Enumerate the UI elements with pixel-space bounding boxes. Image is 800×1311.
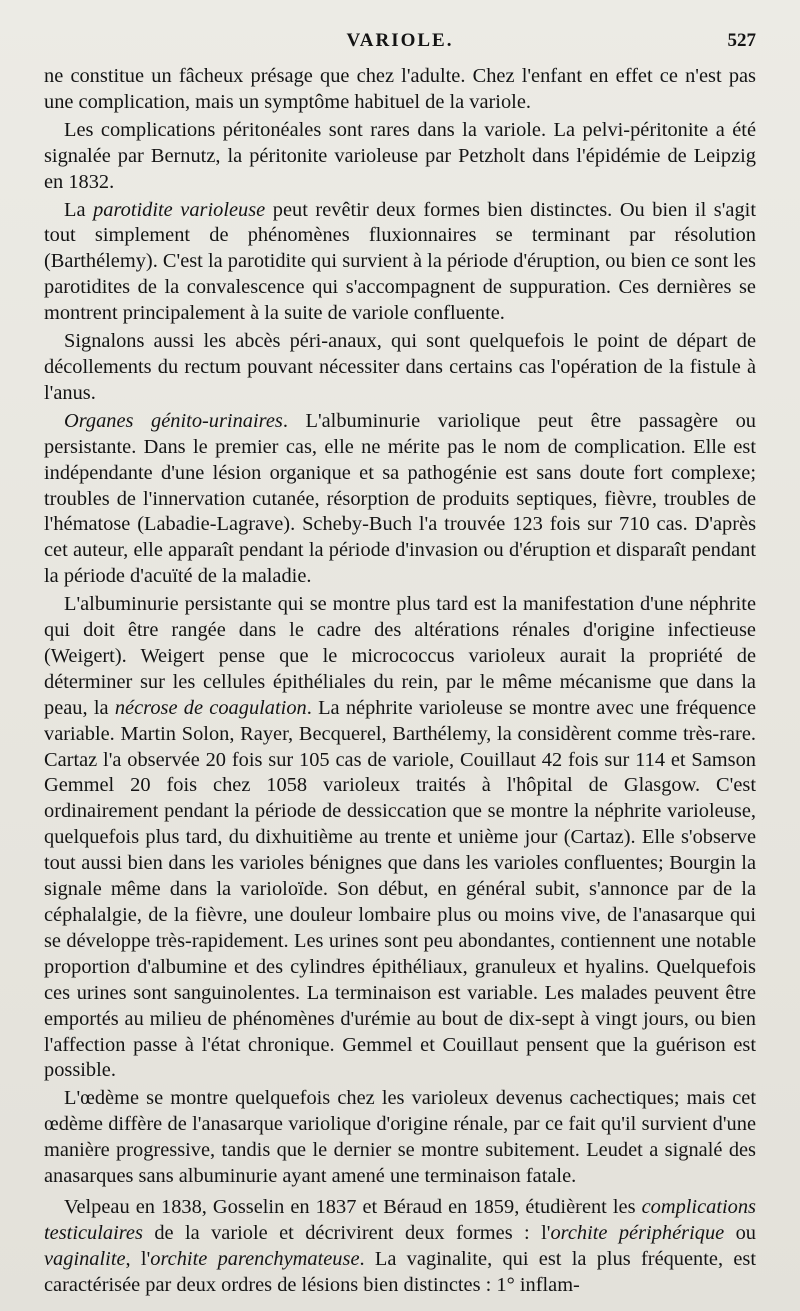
body-text bbox=[44, 64, 756, 1299]
italic-term: parotidite varioleuse bbox=[93, 198, 266, 221]
paragraph bbox=[44, 64, 756, 116]
section-heading: Organes génito-urinaires bbox=[64, 409, 283, 432]
text-run: Les complications péritonéales sont rares dans la variole. La pelvi-péritonite a été signalée par Bernutz, la péritonite varioleuse par Petzholt dans l'épidémie de Leipzig en 1832. bbox=[44, 118, 756, 193]
text-run: ou bbox=[724, 1221, 756, 1244]
text-run: La bbox=[64, 198, 94, 221]
paragraph bbox=[44, 1086, 756, 1190]
running-title: VARIOLE. bbox=[346, 30, 454, 51]
text-run: L'albuminurie persistante qui se montre plus tard est la manifestation d'une néphrite qui doit être rangée dans le cadre des altérations rénales d'origine infectieuse (Weigert). Weigert pense que le micrococcus varioleux aurait la propriété de déterminer sur les cellules épithéliales du rein, par le même mécanisme que dans la peau, la bbox=[44, 593, 756, 719]
text-run: Velpeau en 1838, Gosselin en 1837 et Béraud en 1859, étudièrent les bbox=[64, 1195, 642, 1218]
paragraph bbox=[44, 1195, 756, 1299]
text-run: L'œdème se montre quelquefois chez les varioleux devenus cachectiques; mais cet œdème diffère de l'anasarque variolique d'origine rénale, par ce fait qu'il survient d'une manière progressive, tandis que le dernier se montre subitement. Leudet a signalé des anasarques sans albuminurie ayant amené une terminaison fatale. bbox=[44, 1087, 756, 1188]
text-run: , l' bbox=[125, 1247, 151, 1270]
text-run: de la variole et décrivirent deux formes : l' bbox=[142, 1221, 551, 1244]
text-run: . La vaginalite, qui est la plus fréquente, est caractérisée par deux ordres de lésions bien distinctes : 1° inflam- bbox=[44, 1247, 756, 1296]
page-number: 527 bbox=[727, 30, 756, 51]
paragraph bbox=[44, 409, 756, 590]
italic-term: nécrose de coagulation bbox=[114, 696, 307, 719]
text-run: . La néphrite varioleuse se montre avec une fréquence variable. Martin Solon, Rayer, Becquerel, Barthélemy, la considèrent comme très-rare. Cartaz l'a observée 20 fois sur 105 cas de variole, Couillaut 42 fois sur 114 et Samson Gemmel 20 fois chez 1058 varioleux traités à l'hôpital de Glasgow. C'est ordinairement pendant la période de dessiccation que se montre la néphrite varioleuse, quelquefois plus tard, du dixhuitième au trente et unième jour (Cartaz). Elle s'observe tout aussi bien dans les varioles bénignes que dans les varioles confluentes; Bourgin la signale même dans la varioloïde. Son début, en général subit, s'annonce par de la céphalalgie, de la fièvre, une douleur lombaire plus ou moins vive, de l'anasarque qui se développe très-rapidement. Les urines sont peu abondantes, contiennent une notable proportion d'albumine et des cylindres épithéliaux, granuleux et hyalins. Quelquefois ces urines sont sanguinolentes. La terminaison est variable. Les malades peuvent être emportés au milieu de phénomènes d'urémie au bout de dix-sept à vingt jours, ou bien l'affection passe à l'état chronique. Gemmel et Couillaut pensent que la guérison est possible. bbox=[44, 696, 756, 1082]
text-run: Signalons aussi les abcès péri-anaux, qui sont quelquefois le point de départ de décollements du rectum pouvant nécessiter dans certains cas l'opération de la fistule à l'anus. bbox=[44, 330, 756, 404]
paragraph bbox=[44, 198, 756, 328]
paragraph bbox=[44, 592, 756, 1084]
page-header bbox=[44, 30, 756, 56]
text-run: peut revêtir deux formes bien distinctes. Ou bien il s'agit tout simplement de phénomènes fluxionnaires se terminant par résolution (Barthélemy). C'est la parotidite qui survient à la période d'éruption, ou bien ce sont les parotidites de la convalescence qui s'accompagnent de suppuration. Ces dernières se montrent principalement à la suite de variole confluente. bbox=[44, 198, 756, 325]
italic-term: vaginalite bbox=[44, 1247, 126, 1270]
italic-term: complications testiculaires bbox=[44, 1195, 756, 1244]
italic-term: orchite parenchymateuse bbox=[150, 1247, 360, 1270]
text-run: ne constitue un fâcheux présage que chez l'adulte. Chez l'enfant en effet ce n'est pas une complication, mais un symptôme habituel de la variole. bbox=[44, 65, 756, 113]
text-run: . L'albuminurie variolique peut être passagère ou persistante. Dans le premier cas, elle ne mérite pas le nom de complication. Elle est indépendante d'une lésion organique et sa pathogénie est sans doute fort complexe; troubles de l'innervation cutanée, résorption de produits septiques, fièvre, troubles de l'hématose (Labadie-Lagrave). Scheby-Buch l'a trouvée 123 fois sur 710 cas. D'après cet auteur, elle apparaît pendant la période d'invasion ou d'éruption et disparaît pendant la période d'acuïté de la maladie. bbox=[44, 409, 756, 588]
paragraph bbox=[44, 329, 756, 407]
italic-term: orchite périphérique bbox=[550, 1221, 725, 1244]
paragraph bbox=[44, 118, 756, 196]
